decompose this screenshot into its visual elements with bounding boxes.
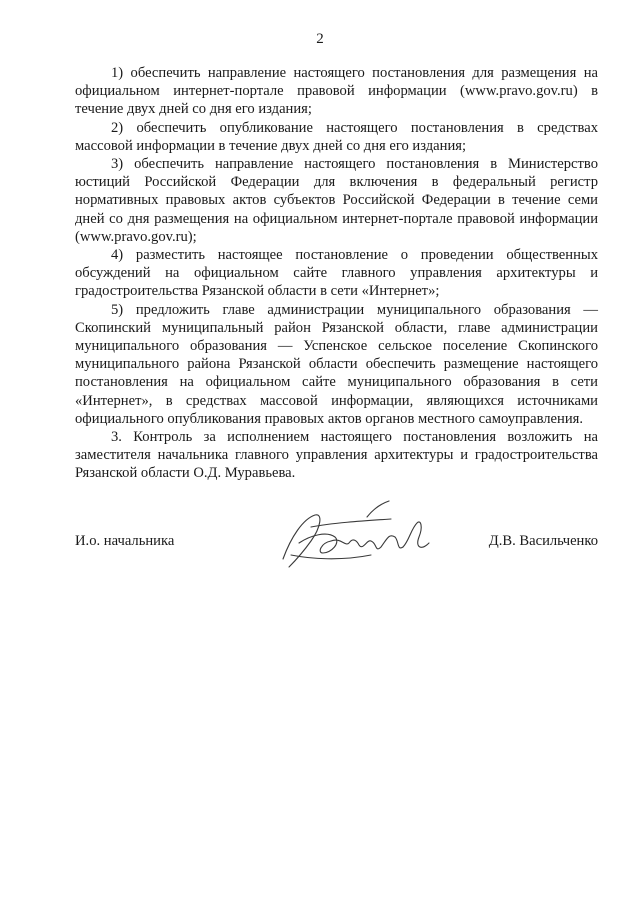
paragraph-item-4: 4) разместить настоящее постановление о проведении общественных обсуждений на официальном сайте главного управления архитектуры и градостроительства Рязанской области в сети «Интернет»; bbox=[75, 247, 598, 300]
paragraph-item-5: 5) предложить главе администрации муниципального образования — Скопинский муниципальный район Рязанской области, главе администрации муниципального образования — Успенское сельское поселение Скопинского муниципального района Рязанской области обеспечить размещение настоящего постановления на официальном сайте муниципального образования в сети «Интернет», в средствах массовой информации, являющихся источниками официального опубликования правовых актов органов местного самоуправления. bbox=[75, 301, 598, 427]
paragraph-item-1: 1) обеспечить направление настоящего постановления для размещения на официальном интернет-портале правовой информации (www.pravo.gov.ru) в течение двух дней со дня его издания; bbox=[75, 65, 598, 118]
paragraph-control-clause: 3. Контроль за исполнением настоящего постановления возложить на заместителя начальника главного управления архитектуры и градостроительства Рязанской области О.Д. Муравьева. bbox=[75, 429, 598, 482]
page-number: 2 bbox=[316, 31, 324, 47]
document-body bbox=[75, 64, 598, 483]
paragraph-item-2: 2) обеспечить опубликование настоящего постановления в средствах массовой информации в течение двух дней со дня его издания; bbox=[75, 119, 598, 154]
signatory-title: И.о. начальника bbox=[75, 533, 175, 549]
paragraph-item-3: 3) обеспечить направление настоящего постановления в Министерство юстиций Российской Федерации для включения в федеральный регистр нормативных правовых актов субъектов Российской Федерации в течение семи дней со дня размещения на официальном интернет-портале правовой информации (www.pravo.gov.ru); bbox=[75, 156, 598, 245]
signatory-name: Д.В. Васильченко bbox=[488, 533, 598, 549]
signature-block bbox=[75, 533, 598, 573]
handwritten-signature bbox=[271, 497, 441, 577]
